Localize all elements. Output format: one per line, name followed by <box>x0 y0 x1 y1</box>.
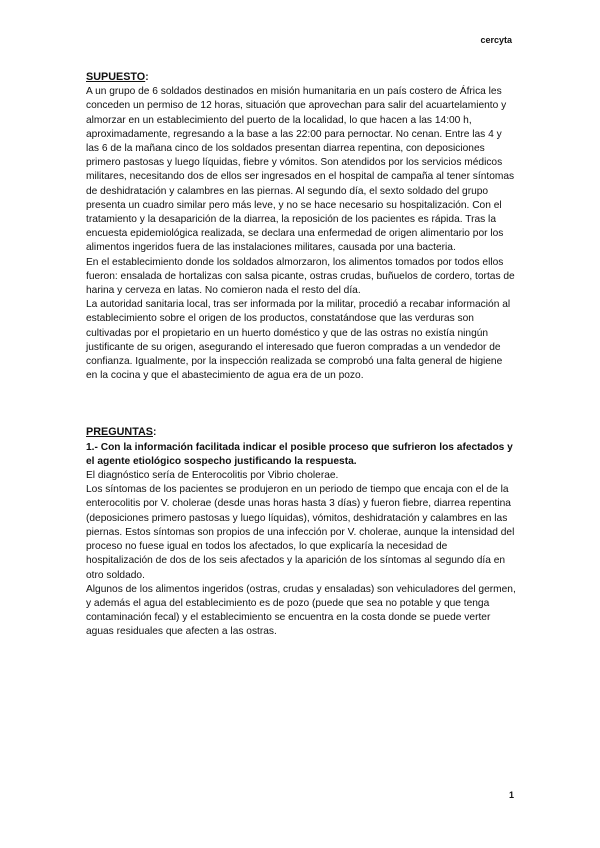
document-body <box>86 70 516 640</box>
page-number: 1 <box>508 790 514 800</box>
section-spacer <box>86 383 516 425</box>
preguntas-heading-line <box>86 425 516 440</box>
preguntas-heading-colon: : <box>153 427 157 439</box>
supuesto-paragraph-1: A un grupo de 6 soldados destinados en misión humanitaria en un país costero de África les conceden un permiso de 12 horas, situación que aprovechan para salir del acuartelamiento y almorzar en un establecimiento del puerto de la localidad, lo que hacen a las 14:00 h, aproximadamente, regresando a la base a las 22:00 para pernoctar. No cenan. Entre las 4 y las 6 de la mañana cinco de los soldados presentan diarrea repentina, con deposiciones primero pastosas y luego líquidas, fiebre y vómitos. Son atendidos por los servicios médicos militares, necesitando dos de ellos ser ingresados en el hospital de campaña al tener síntomas de deshidratación y calambres en las piernas. Al segundo día, el sexto soldado del grupo presenta un cuadro similar pero más leve, y no se hace necesario su hospitalización. Con el tratamiento y la desaparición de la diarrea, la reposición de los pacientes es rápida. Tras la encuesta epidemiológica realizada, se declara una enfermedad de origen alimentario por los alimentos ingeridos fuera de las instalaciones militares, causada por una bacteria. <box>86 86 515 254</box>
supuesto-paragraph-3: La autoridad sanitaria local, tras ser informada por la militar, procedió a recabar información al establecimiento sobre el origen de los productos, constatándose que las verduras son cultivadas por el propietario en un huerto doméstico y que de las ostras no existía ningún justificante de su origen, asegurando el interesado que fueron compradas a un vendedor de confianza. Igualmente, por la inspección realizada se comprobó una falta general de higiene en la cocina y que el abastecimiento de agua era de un pozo. <box>86 299 511 382</box>
answer-paragraph-2: Los síntomas de los pacientes se produjeron en un periodo de tiempo que encaja con el de la enterocolitis por V. cholerae (desde unas horas hasta 3 días) y fueron fiebre, diarrea repentina (deposiciones primero pastosas y luego líquidas), vómitos, deshidratación y calambres en las piernas. Estos síntomas son propios de una infección por V. cholerae, aunque la intensidad del proceso no fuese igual en todos los afectados, lo que explicaría la necesidad de hospitalización de dos de los seis afectados y la aparición de los síntomas al segundo día en otro soldado. <box>86 484 515 581</box>
answer-paragraph-1: El diagnóstico sería de Enterocolitis por Vibrio cholerae. <box>86 470 339 482</box>
supuesto-section <box>86 70 516 383</box>
supuesto-heading-colon: : <box>145 72 149 83</box>
supuesto-heading-line <box>86 70 516 85</box>
supuesto-heading: SUPUESTO <box>86 71 146 83</box>
question-1: 1.- Con la información facilitada indicar el posible proceso que sufrieron los afectados y el agente etiológico sospecho justificando la respuesta. <box>86 441 513 467</box>
preguntas-heading: PREGUNTAS <box>86 426 153 439</box>
header-brand: cercyta <box>480 35 512 45</box>
preguntas-section <box>86 425 516 639</box>
supuesto-paragraph-2: En el establecimiento donde los soldados almorzaron, los alimentos tomados por todos ellos fueron: ensalada de hortalizas con salsa picante, ostras crudas, buñuelos de cordero, tortas de harina y cerveza en latas. No comieron nada el resto del día. <box>86 256 515 297</box>
answer-paragraph-3: Algunos de los alimentos ingeridos (ostras, crudas y ensaladas) son vehiculadores del germen, y además el agua del establecimiento es de pozo (puede que sea no potable y que tenga contaminación fecal) y el establecimiento se encuentra en la costa donde se puede verter aguas residuales que afecten a las ostras. <box>86 583 516 638</box>
